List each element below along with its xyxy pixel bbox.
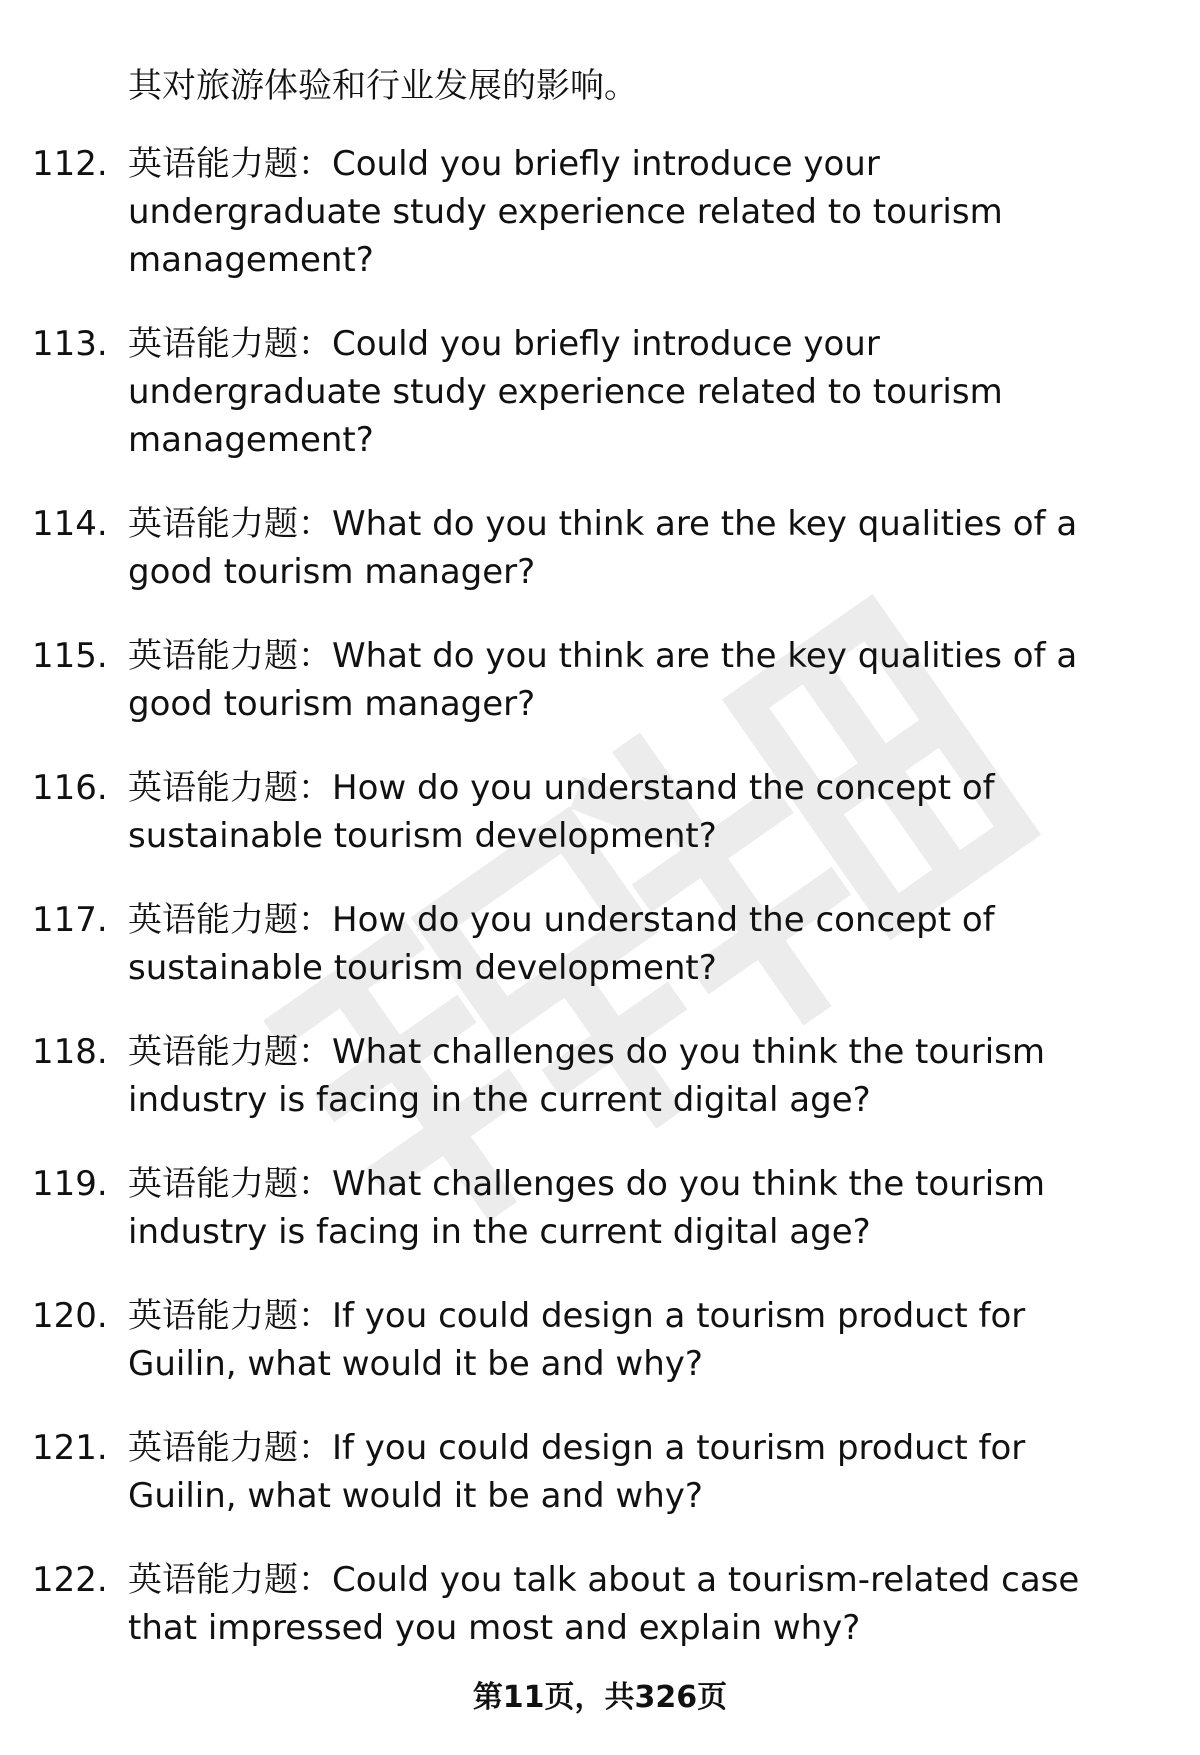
question-item [0,1292,1200,1388]
question-number: 112. [32,144,108,184]
question-number: 113. [32,324,108,364]
question-item [0,1160,1200,1256]
question-text: 英语能力题：How do you understand the concept of sustainable tourism development? [128,768,995,856]
question-text: 英语能力题：Could you briefly introduce your undergraduate study experience related to tourism management? [128,144,1003,280]
question-text: 英语能力题：If you could design a tourism product for Guilin, what would it be and why? [128,1428,1026,1516]
question-number: 115. [32,636,108,676]
question-number: 119. [32,1164,108,1204]
question-text: 英语能力题：Could you talk about a tourism-related case that impressed you most and explain why? [128,1560,1080,1648]
page-footer: 第11页，共326页 [472,1680,728,1715]
question-number: 121. [32,1428,108,1468]
question-list [0,140,1200,1688]
question-text: 英语能力题：If you could design a tourism product for Guilin, what would it be and why? [128,1296,1026,1384]
question-item [0,632,1200,728]
question-number: 122. [32,1560,108,1600]
question-number: 120. [32,1296,108,1336]
question-number: 114. [32,504,108,544]
question-text: 英语能力题：Could you briefly introduce your undergraduate study experience related to tourism management? [128,324,1003,460]
question-item [0,320,1200,464]
question-item [0,140,1200,284]
question-text: 英语能力题：What do you think are the key qualities of a good tourism manager? [128,504,1078,592]
question-item [0,896,1200,992]
question-number: 116. [32,768,108,808]
question-number: 117. [32,900,108,940]
question-text: 英语能力题：What challenges do you think the tourism industry is facing in the current digital age? [128,1164,1045,1252]
question-item [0,1028,1200,1124]
continuation-text: 其对旅游体验和行业发展的影响。 [128,66,638,106]
question-item [0,1424,1200,1520]
question-item [0,1556,1200,1652]
question-text: 英语能力题：What do you think are the key qualities of a good tourism manager? [128,636,1078,724]
question-number: 118. [32,1032,108,1072]
question-text: 英语能力题：How do you understand the concept of sustainable tourism development? [128,900,995,988]
question-item [0,764,1200,860]
question-item [0,500,1200,596]
question-text: 英语能力题：What challenges do you think the tourism industry is facing in the current digital age? [128,1032,1045,1120]
